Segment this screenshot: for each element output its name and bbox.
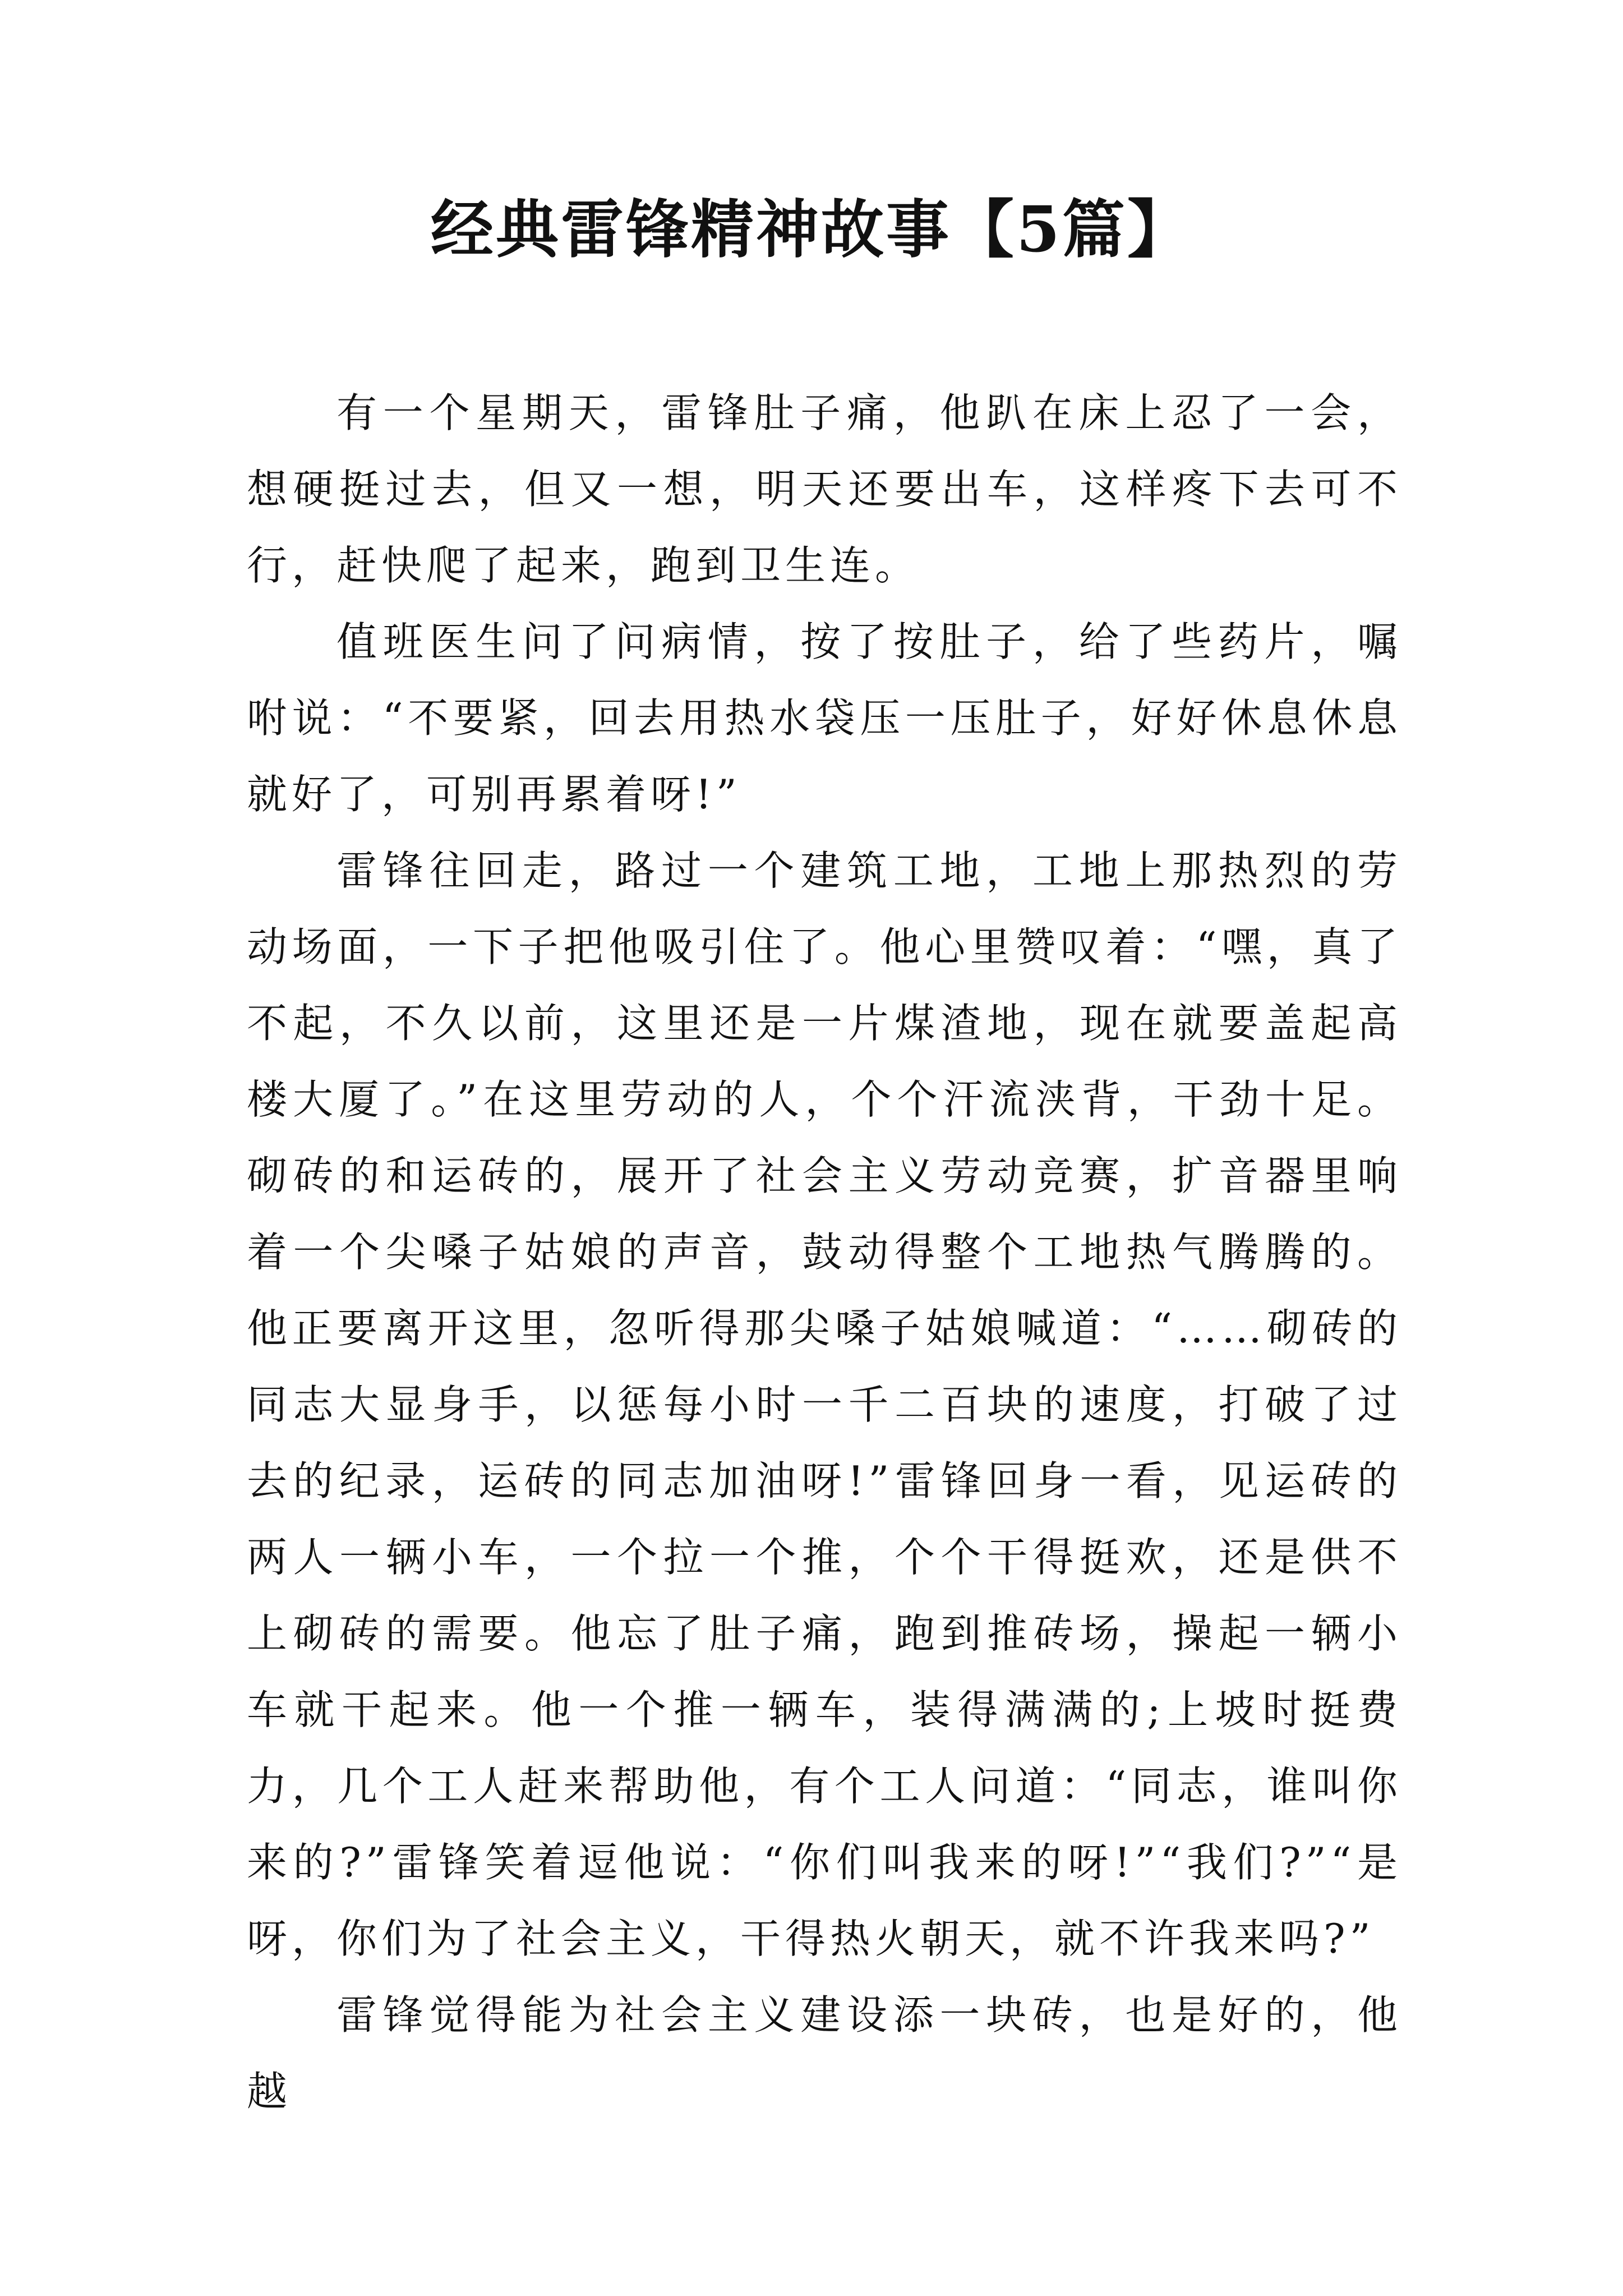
- page-title: 经典雷锋精神故事【5篇】: [431, 193, 1192, 266]
- paragraph-2: 值班医生问了问病情，按了按肚子，给了些药片，嘱咐说：“不要紧，回去用热水袋压一压肚子，好好休息休息就好了，可别再累着呀!”: [247, 618, 1402, 818]
- paragraph-3: 雷锋往回走，路过一个建筑工地，工地上那热烈的劳动场面，一下子把他吸引住了。他心里赞叹着：“嘿，真了不起，不久以前，这里还是一片煤渣地，现在就要盖起高楼大厦了。”在这里劳动的人，个个汗流浃背，干劲十足。砌砖的和运砖的，展开了社会主义劳动竞赛，扩音器里响着一个尖嗓子姑娘的声音，鼓动得整个工地热气腾腾的。他正要离开这里，忽听得那尖嗓子姑娘喊道：“……砌砖的同志大显身手，以惩每小时一千二百块的速度，打破了过去的纪录，运砖的同志加油呀!”雷锋回身一看，见运砖的两人一辆小车，一个拉一个推，个个干得挺欢，还是供不上砌砖的需要。他忘了肚子痛，跑到推砖场，操起一辆小车就干起来。他一个推一辆车，装得满满的;上坡时挺费力，几个工人赶来帮助他，有个工人问道：“同志，谁叫你来的?”雷锋笑着逗他说：“你们叫我来的呀!”“我们?”“是呀，你们为了社会主义，干得热火朝天，就不许我来吗?”: [247, 847, 1402, 1962]
- document-body: [247, 375, 1402, 2129]
- paragraph-4: 雷锋觉得能为社会主义建设添一块砖，也是好的，他越: [247, 1991, 1402, 2115]
- paragraph-1: 有一个星期天，雷锋肚子痛，他趴在床上忍了一会，想硬挺过去，但又一想，明天还要出车，这样疼下去可不行，赶快爬了起来，跑到卫生连。: [247, 389, 1402, 589]
